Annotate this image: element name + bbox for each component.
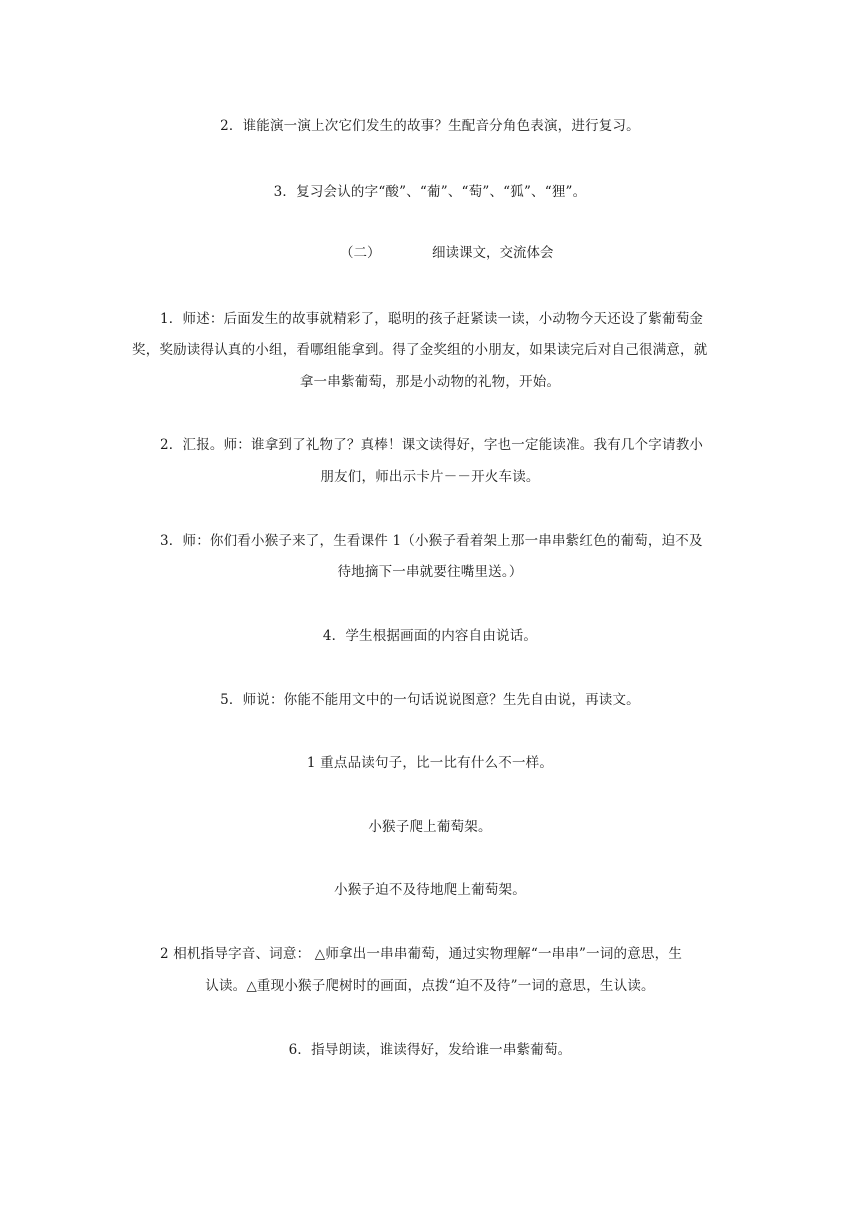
paragraph-review-performance: 2．谁能演一演上次它们发生的故事？生配音分角色表演，进行复习。 <box>220 118 640 134</box>
paragraph-review-characters: 3．复习会认的字“酸”、“葡”、“萄”、“狐”、“狸”。 <box>273 184 587 200</box>
paragraph-line: 奖，奖励读得认真的小组，看哪组能拿到。得了金奖组的小朋友，如果读完后对自己很满意，就 <box>132 342 708 358</box>
paragraph-line: 3．师：你们看小猴子来了，生看课件 1（小猴子看着架上那一串串紫红色的葡萄，迫不及 <box>160 533 703 549</box>
paragraph-line: 拿一串紫葡萄，那是小动物的礼物，开始。 <box>299 374 561 390</box>
paragraph-key-sentence: 1 重点品读句子，比一比有什么不一样。 <box>306 755 554 771</box>
section-heading-number: （二） <box>340 245 381 261</box>
paragraph-line: 1．师述：后面发生的故事就精彩了，聪明的孩子赶紧读一读，小动物今天还设了紫葡萄金 <box>160 311 704 327</box>
paragraph-line: 2 相机指导字音、词意： △师拿出一串串葡萄，通过实物理解“一串串”一词的意思，生 <box>160 946 683 962</box>
paragraph-line: 待地摘下一串就要往嘴里送。） <box>337 564 523 580</box>
paragraph-line: 2．汇报。师：谁拿到了礼物了？真棒！课文读得好，字也一定能读准。我有几个字请教小 <box>160 437 704 453</box>
paragraph-reading-guidance: 6．指导朗读，谁读得好，发给谁一串紫葡萄。 <box>288 1042 572 1058</box>
paragraph-line: 认读。△重现小猴子爬树时的画面，点拨“迫不及待”一词的意思，生认读。 <box>205 978 655 994</box>
paragraph-line: 朋友们，师出示卡片－－开火车读。 <box>320 469 540 485</box>
example-sentence-2: 小猴子迫不及待地爬上葡萄架。 <box>334 882 526 898</box>
section-heading-title: 细读课文，交流体会 <box>432 245 554 261</box>
example-sentence-1: 小猴子爬上葡萄架。 <box>368 819 492 835</box>
paragraph-teacher-question: 5．师说：你能不能用文中的一句话说说图意？生先自由说，再读文。 <box>220 692 640 708</box>
paragraph-free-speech: 4．学生根据画面的内容自由说话。 <box>322 628 538 644</box>
